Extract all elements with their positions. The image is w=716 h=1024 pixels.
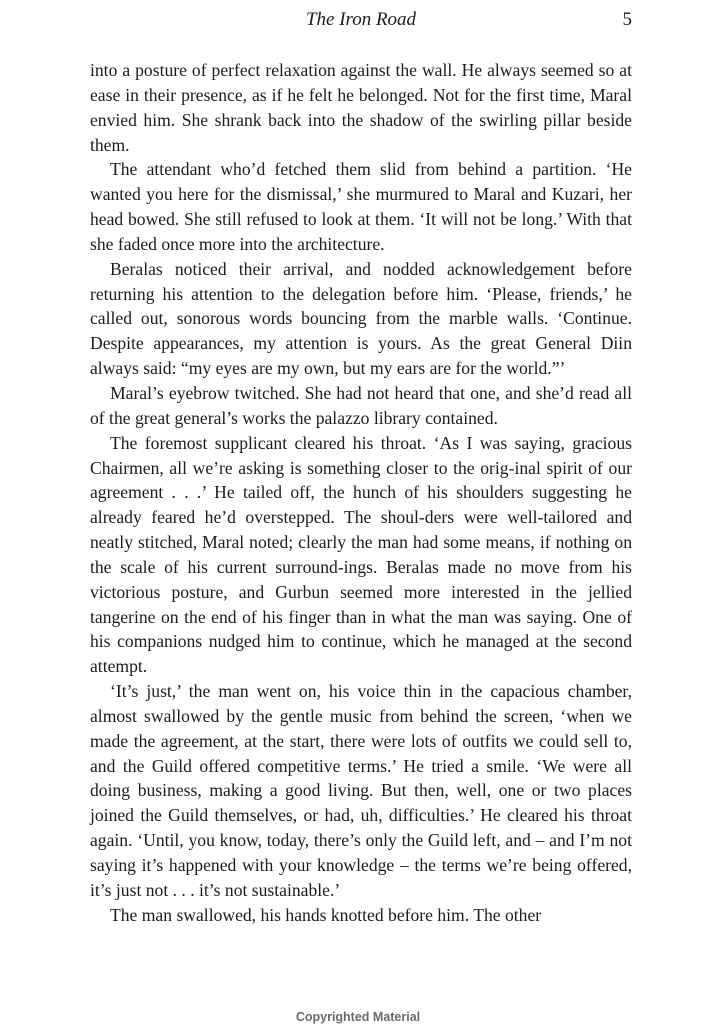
- body-text: [90, 58, 632, 928]
- book-title: The Iron Road: [305, 9, 417, 30]
- copyright-footer: Copyrighted Material: [295, 1010, 421, 1024]
- paragraph-continued: into a posture of perfect relaxation against the wall. He always seemed so at ease in their presence, as if he felt he belonged. Not for the first time, Maral envied him. She shrank back into the shadow of the swirling pillar beside them.: [90, 60, 632, 155]
- page-number: 5: [622, 9, 632, 30]
- paragraph: Beralas noticed their arrival, and nodded acknowledgement before returning his attention to the delegation before him. ‘Please, friends,’ he called out, sonorous words bouncing from the marble walls. ‘Continue. Despite appearances, my attention is yours. As the great General Diin always said: “my eyes are my own, but my ears are for the world.”’: [90, 258, 632, 379]
- paragraph: The foremost supplicant cleared his throat. ‘As I was saying, gracious Chairmen, all we’re asking is something closer to the orig-inal spirit of our agreement . . .’ He tailed off, the hunch of his shoulders suggesting he already feared he’d overstepped. The shoul-ders were well-tailored and neatly stitched, Maral noted; clearly the man had some means, if nothing on the scale of his current surround-ings. Beralas made no move from his victorious posture, and Gurbun seemed more interested in the jellied tangerine on the end of his finger than in what the man was saying. One of his companions nudged him to continue, which he managed at the second attempt.: [90, 432, 632, 677]
- paragraph: ‘It’s just,’ the man went on, his voice thin in the capacious chamber, almost swallowed by the gentle music from behind the screen, ‘when we made the agreement, at the start, there were lots of outfits we could sell to, and the Guild offered competitive terms.’ He tried a smile. ‘We were all doing business, making a good living. But then, well, one or two places joined the Guild themselves, or had, uh, difficulties.’ He cleared his throat again. ‘Until, you know, today, there’s only the Guild left, and – and I’m not saying it’s happened with your knowledge – the terms we’re being offered, it’s just not . . . it’s not sustainable.’: [90, 681, 632, 900]
- running-header: [90, 8, 632, 32]
- paragraph-last: The man swallowed, his hands knotted before him. The other: [110, 904, 542, 925]
- paragraph: Maral’s eyebrow twitched. She had not heard that one, and she’d read all of the great general’s works the palazzo library contained.: [90, 382, 632, 428]
- paragraph: The attendant who’d fetched them slid from behind a partition. ‘He wanted you here for the dismissal,’ she murmured to Maral and Kuzari, her head bowed. She still refused to look at them. ‘It will not be long.’ With that she faded once more into the architecture.: [90, 159, 632, 254]
